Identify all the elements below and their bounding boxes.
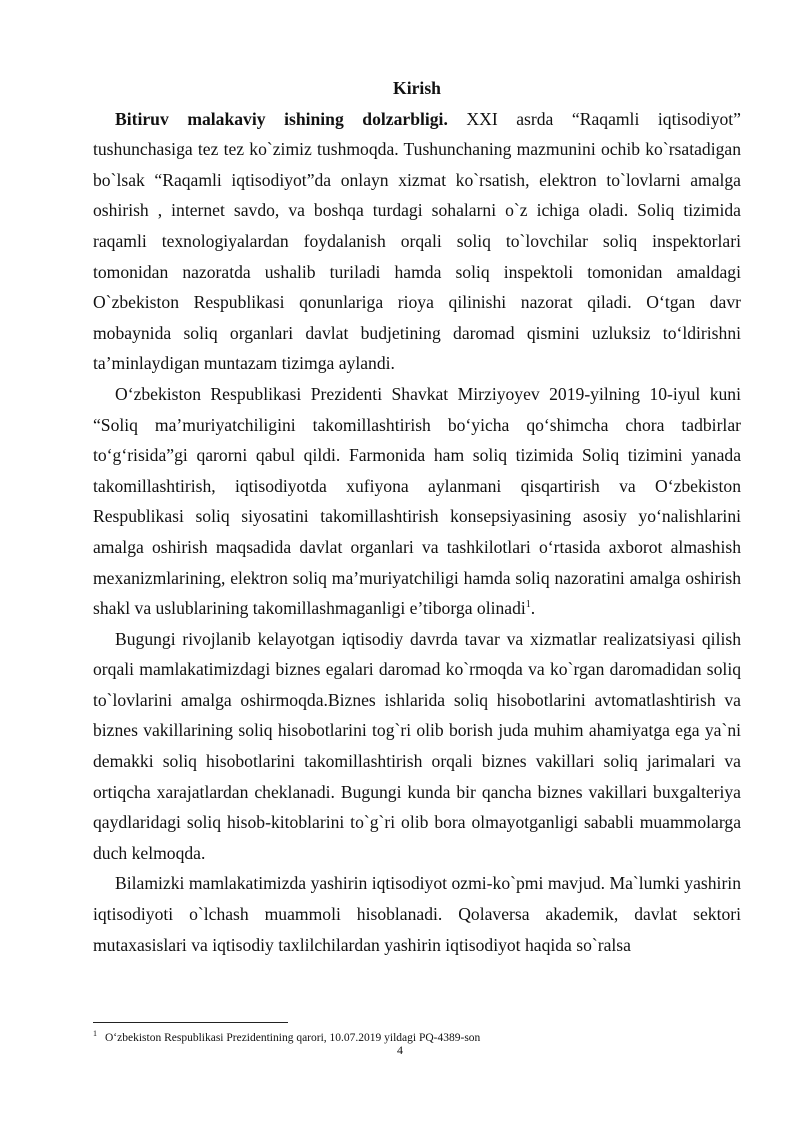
paragraph-3 (93, 624, 741, 869)
footnote-divider (93, 1022, 288, 1023)
paragraph-text-end: . (530, 598, 536, 619)
footnote-text: O‘zbekiston Respublikasi Prezidentining qarori, 10.07.2019 yildagi PQ-4389-son (105, 1032, 481, 1044)
paragraph-4 (93, 868, 741, 960)
footnote-reference[interactable]: 1 (525, 599, 531, 611)
paragraph-lead: Bitiruv malakaviy ishining dolzarbligi. (115, 108, 448, 129)
paragraph-text: O‘zbekiston Respublikasi Prezidenti Shavkat Mirziyoyev 2019-yilning 10-iyul kuni “Soliq ma’muriyatchiligini takomillashtirish bo‘yicha qo‘shimcha chora tadbirlar to‘g‘risida”gi qarorni qabul qildi. Farmonida ham soliq tizimida Soliq tizimini yanada takomillashtirish, iqtisodiyotda xufiyona aylanmani qisqartirish va O‘zbekiston Respublikasi soliq siyosatini takomillashtirish konsepsiyasining asosiy yo‘nalishlarini amalga oshirish maqsadida davlat organlari va tashkilotlari o‘rtasida axborot almashish mexanizmlarining, elektron soliq ma’muriyatchiligi hamda soliq nazoratini amalga oshirish shakl va uslublarining takomillashmaganligi e’tiborga olinadi (93, 383, 741, 619)
footnote-mark: 1 (93, 1029, 97, 1039)
paragraph-text: XXI asrda “Raqamli iqtisodiyot” tushunchasiga tez tez ko`zimiz tushmoqda. Tushunchaning mazmunini ochib ko`rsatadigan bo`lsak “Raqamli iqtisodiyot”da onlayn xizmat ko`rsatish, elektron to`lovlarni amalga oshirish , internet savdo, va boshqa turdagi sohalarni o`z ichiga oladi. Soliq tizimida raqamli texnologiyalardan foydalanish orqali soliq to`lovchilar soliq inspektorlari tomonidan nazoratda ushalib turiladi hamda soliq inspektoli tomonidan amaldagi O`zbekiston Respublikasi qonunlariga rioya qilinishi nazorat qiladi. O‘tgan davr mobaynida soliq organlari davlat budjetining daromad qismini uzluksiz to‘ldirishni ta’minlaydigan muntazam tizimga aylandi. (93, 108, 741, 374)
page-number: 4 (397, 1043, 403, 1057)
section-heading: Kirish (393, 78, 441, 98)
paragraph-1 (93, 104, 741, 379)
body-text (93, 73, 741, 960)
paragraph-text: Bilamizki mamlakatimizda yashirin iqtisodiyot ozmi-ko`pmi mavjud. Ma`lumki yashirin iqtisodiyoti o`lchash muammoli hisoblanadi. Qolaversa akademik, davlat sektori mutaxasislari va iqtisodiy taxlilchilardan yashirin iqtisodiyot haqida so`ralsa (93, 873, 741, 955)
paragraph-text: Bugungi rivojlanib kelayotgan iqtisodiy davrda tavar va xizmatlar realizatsiyasi qilish orqali mamlakatimizdagi biznes egalari daromad ko`rmoqda va ko`rgan daromadidan soliq to`lovlarini amalga oshirmoqda.Biznes ishlarida soliq hisobotlarini avtomatlashtirish va biznes vakillarining soliq hisobotlarini tog`ri olib borish juda muhim ahamiyatga ega ya`ni demakki soliq hisobotlarini takomillashtirish orqali biznes vakillari soliq jarimalari va ortiqcha xarajatlardan cheklanadi. Bugungi kunda bir qancha biznes vakillari buxgalteriya qaydlaridagi soliq hisob-kitoblarini to`g`ri olib bora olmayotganligi sababli muammolarga duch kelmoqda. (93, 628, 741, 863)
paragraph-2 (93, 379, 741, 624)
